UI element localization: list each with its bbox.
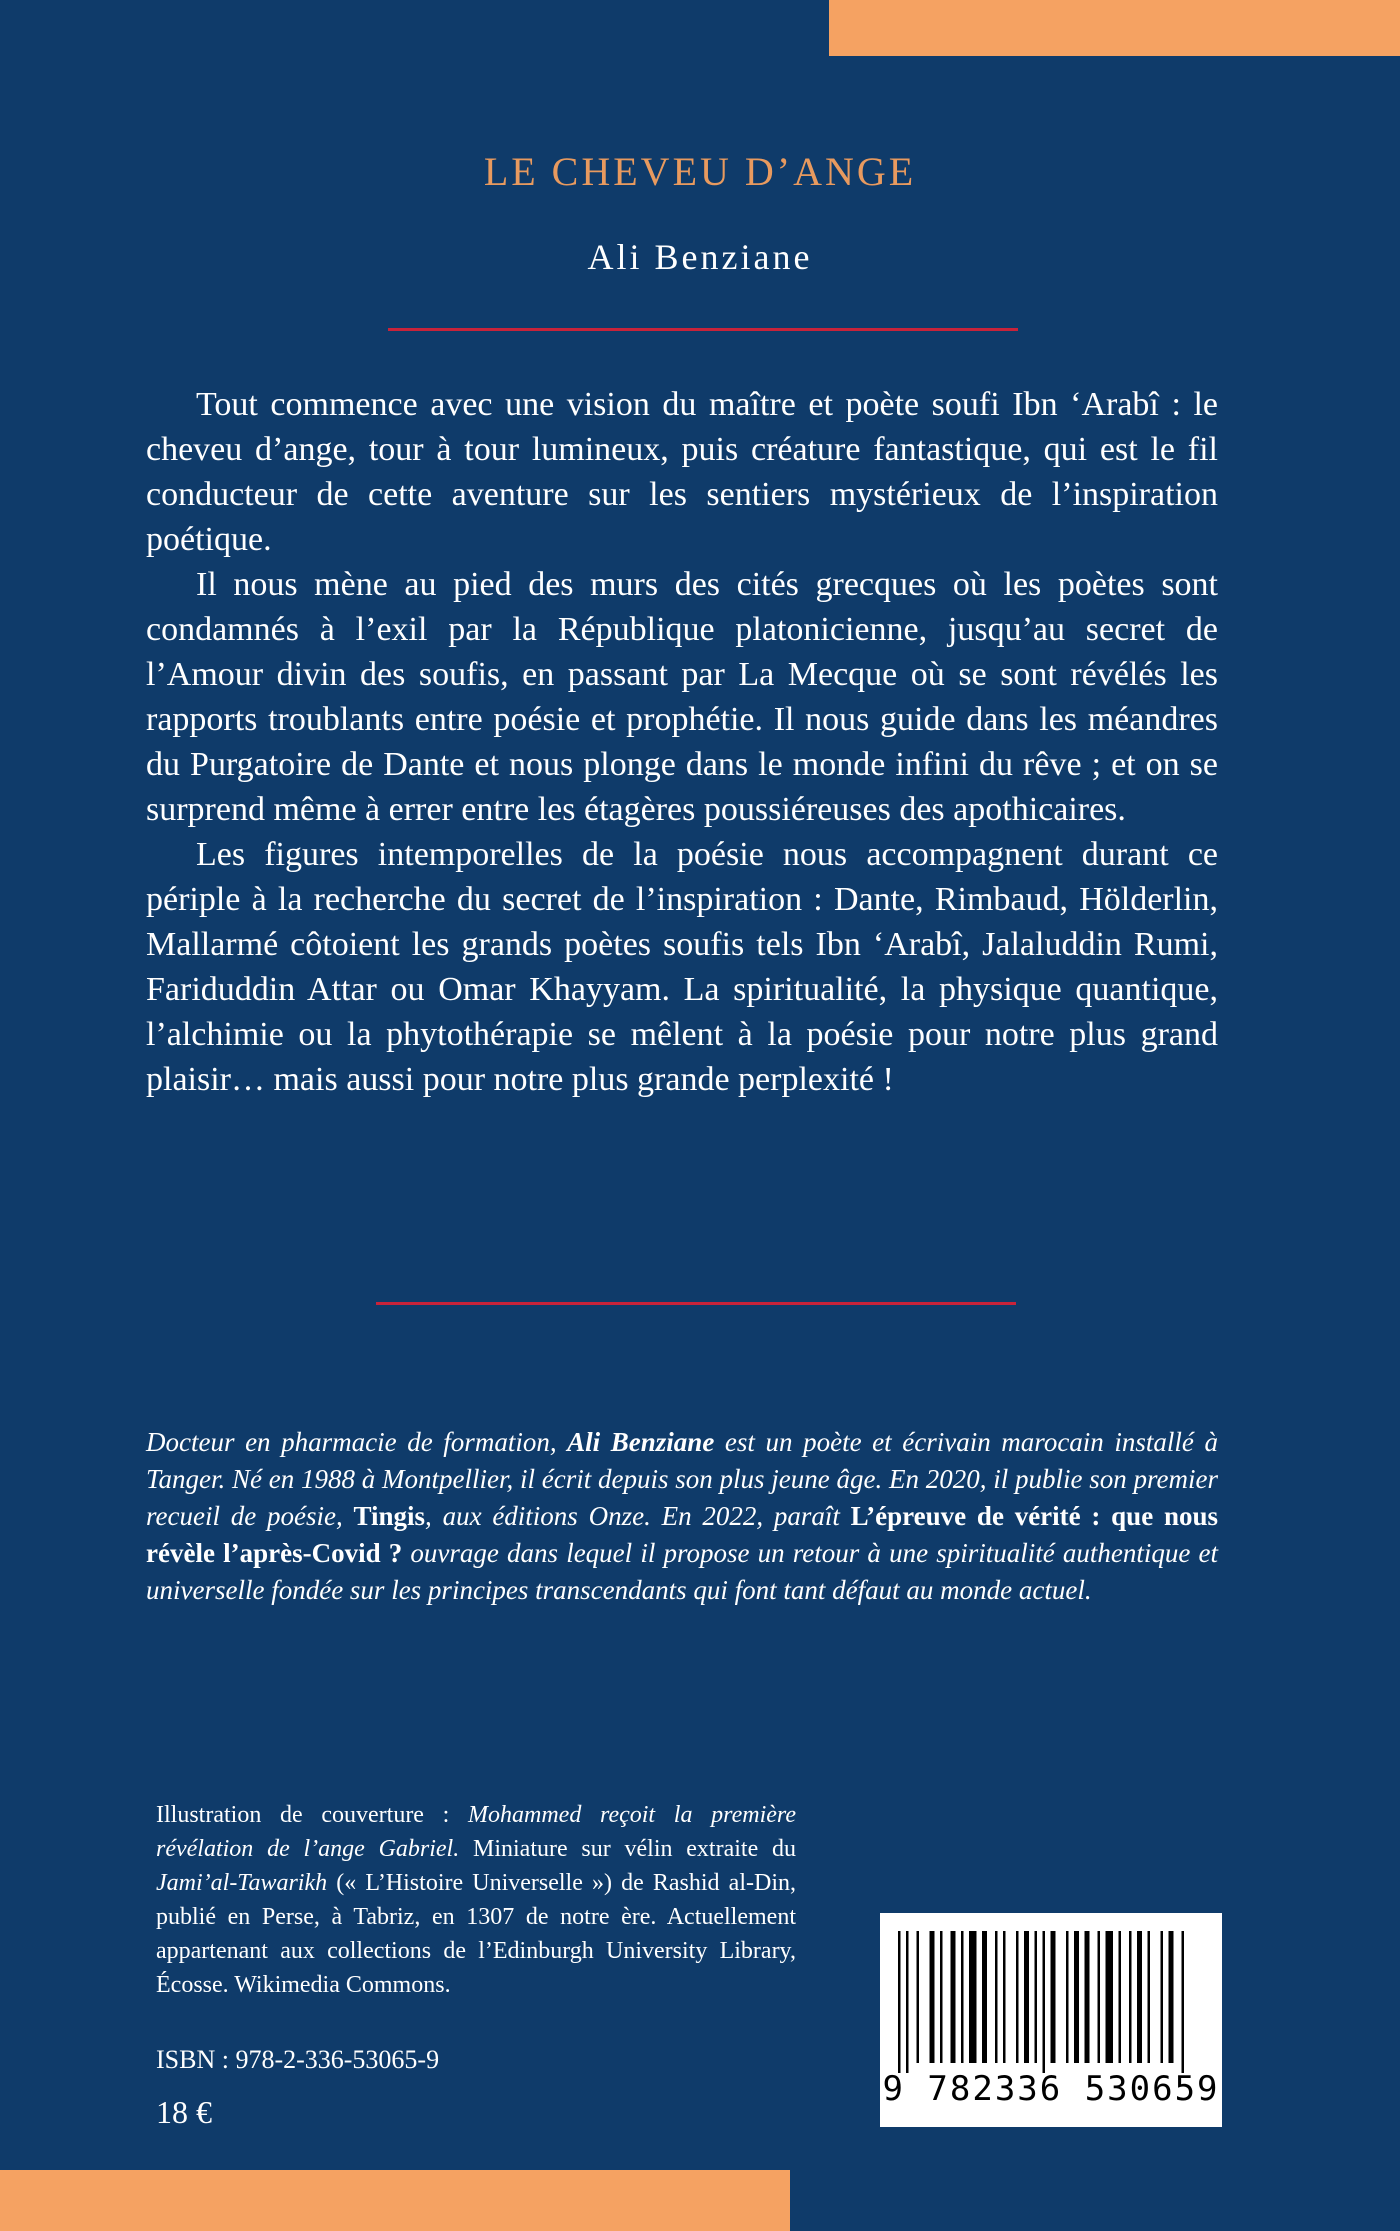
barcode-digits: 9 782336 530659 — [882, 2069, 1220, 2109]
barcode-bar — [961, 1931, 964, 2063]
author-bio — [146, 1424, 1218, 1609]
blurb-paragraph-1: Tout commence avec une vision du maître et poète soufi Ibn ‘Arabî : le cheveu d’ange, tour à tour lumineux, puis créature fantastique, qui est le fil conducteur de cette aventure sur les sentiers mystérieux de l’inspiration poétique. — [146, 386, 1218, 558]
bio-text: , aux éditions Onze. En 2022, paraît — [425, 1501, 851, 1531]
isbn: ISBN : 978-2-336-53065-9 — [156, 2045, 440, 2074]
illustration-credits — [156, 1798, 796, 2002]
bio-text: Docteur en pharmacie de formation, — [146, 1427, 568, 1457]
barcode-bar — [1051, 1931, 1056, 2063]
credits-text: Illustration de couverture : — [156, 1802, 469, 1828]
bio-book-title: L’épreuve de vérité : que nous révèle l’après-Covid ? — [146, 1501, 1218, 1568]
barcode-bar — [982, 1931, 987, 2063]
barcode-bar — [1085, 1931, 1090, 2063]
barcode-bar — [995, 1931, 998, 2063]
barcode-bar — [1043, 1931, 1046, 2073]
credits-artwork-title: Mohammed reçoit la première révélation de l’ange Gabriel. — [156, 1802, 797, 1862]
barcode-bar — [1024, 1931, 1029, 2063]
barcode-bar — [1098, 1931, 1101, 2063]
barcode-bar — [906, 1931, 909, 2073]
barcode-bar — [951, 1931, 956, 2063]
barcode-bar — [1074, 1931, 1079, 2063]
barcode-bar — [1016, 1931, 1019, 2063]
barcode-bar — [917, 1931, 920, 2063]
credits-text: (« L’Histoire Universelle ») de Rashid al-Din, publié en Perse, à Tabriz, en 1307 de notre ère. Actuellement appartenant aux collections de l’Edinburgh University Library, Écosse. Wikimedia Commons. — [156, 1870, 796, 1998]
bio-text: est un poète et écrivain marocain installé à Tanger. Né en 1988 à Montpellier, il écrit depuis son plus jeune âge. En 2020, il publie son premier recueil de poésie, — [146, 1427, 1218, 1531]
barcode-bar — [898, 1931, 901, 2073]
barcode-bar — [1148, 1931, 1151, 2063]
barcode-bar — [1119, 1931, 1122, 2063]
barcode — [880, 1913, 1222, 2127]
barcode-bar — [930, 1931, 935, 2063]
orange-bottom-band — [0, 2170, 790, 2231]
book-title: LE CHEVEU D’ANGE — [483, 149, 917, 194]
barcode-bar — [1035, 1931, 1038, 2063]
bio-author-name: Ali Benziane — [567, 1427, 715, 1457]
barcode-bar — [1003, 1931, 1006, 2063]
barcode-bar — [1161, 1931, 1164, 2063]
price: 18 € — [156, 2094, 212, 2130]
barcode-bar — [969, 1931, 977, 2063]
bio-text: ouvrage dans lequel il propose un retour à une spiritualité authentique et universelle fondée sur les principes transcendants qui font tant défaut au monde actuel. — [146, 1538, 1218, 1605]
blurb-paragraph-2: Il nous mène au pied des murs des cités grecques où les poètes sont condamnés à l’exil par la République platonicienne, jusqu’au secret de l’Amour divin des soufis, en passant par La Mecque où se sont révélés les rapports troublants entre poésie et prophétie. Il nous guide dans les méandres du Purgatoire de Dante et nous plonge dans le monde infini du rêve ; et on se surprend même à errer entre les étagères poussiéreuses des apothicaires. — [146, 566, 1218, 828]
barcode-bar — [1169, 1931, 1174, 2063]
book-author: Ali Benziane — [587, 237, 813, 277]
barcode-bar — [1129, 1931, 1132, 2063]
barcode-bar — [1182, 1931, 1185, 2073]
barcode-bar — [1137, 1931, 1142, 2063]
bio-book-title: Tingis — [353, 1501, 426, 1531]
divider-top — [388, 328, 1018, 331]
divider-middle — [376, 1302, 1016, 1305]
barcode-bar — [1066, 1931, 1069, 2063]
blurb-paragraph-3: Les figures intemporelles de la poésie nous accompagnent durant ce périple à la recherche du secret de l’inspiration : Dante, Rimbaud, Hölderlin, Mallarmé côtoient les grands poètes soufis tels Ibn ‘Arabî, Jalaluddin Rumi, Fariduddin Attar ou Omar Khayyam. La spiritualité, la physique quantique, l’alchimie ou la phytothérapie se mêlent à la poésie pour notre plus grand plaisir… mais aussi pour notre plus grande perplexité ! — [146, 836, 1218, 1098]
credits-source-title: Jami’al-Tawarikh — [156, 1870, 328, 1896]
orange-top-band — [829, 0, 1400, 56]
barcode-bar — [940, 1931, 943, 2063]
barcode-bar — [1106, 1931, 1114, 2063]
blurb — [146, 382, 1218, 1102]
credits-text: Miniature sur vélin extraite du — [459, 1836, 796, 1862]
